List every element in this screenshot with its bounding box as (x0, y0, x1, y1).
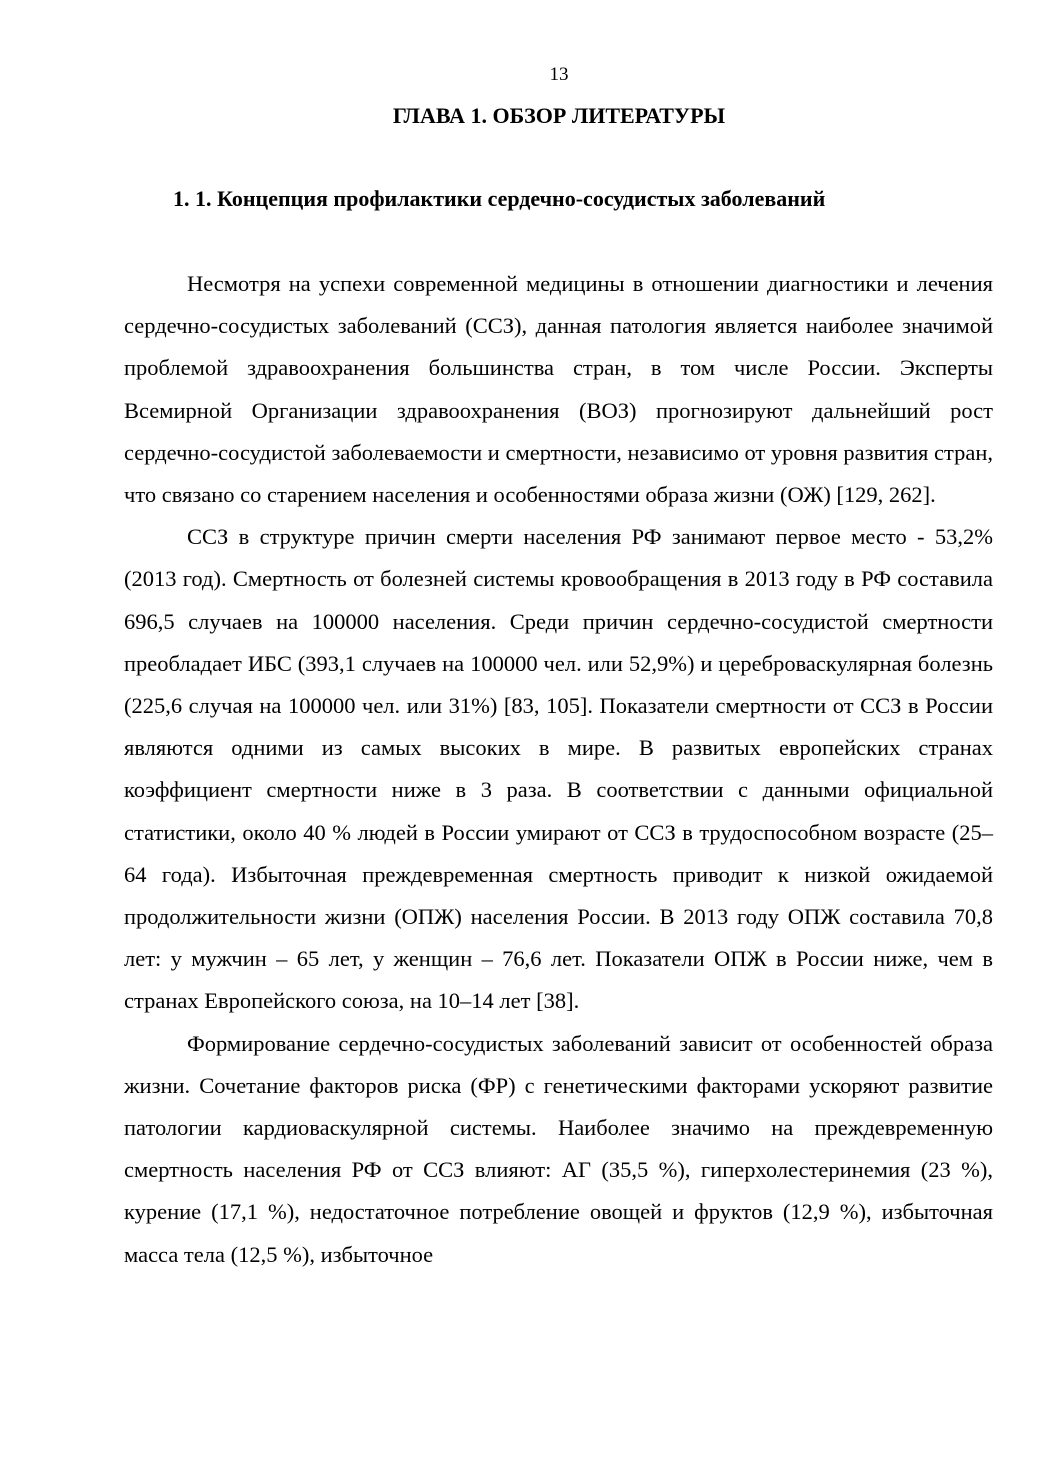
paragraph: Несмотря на успехи современной медицины в отношении диагностики и лечения сердечно-сосудистых заболеваний (ССЗ), данная патология является наиболее значимой проблемой здравоохранения большинства стран, в том числе России. Эксперты Всемирной Организации здравоохранения (ВОЗ) прогнозируют дальнейший рост сердечно-сосудистой заболеваемости и смертности, независимо от уровня развития стран, что связано со старением населения и особенностями образа жизни (ОЖ) [129, 262]. (124, 271, 993, 508)
section-title: 1. 1. Концепция профилактики сердечно-сосудистых заболеваний (173, 186, 826, 211)
body-text (124, 263, 993, 1276)
page-number: 13 (549, 64, 569, 85)
chapter-title: ГЛАВА 1. ОБЗОР ЛИТЕРАТУРЫ (392, 103, 726, 128)
paragraph: Формирование сердечно-сосудистых заболеваний зависит от особенностей образа жизни. Сочетание факторов риска (ФР) с генетическими факторами ускоряют развитие патологии кардиоваскулярной системы. Наиболее значимо на преждевременную смертность населения РФ от ССЗ влияют: АГ (35,5 %), гиперхолестеринемия (23 %), курение (17,1 %), недостаточное потребление овощей и фруктов (12,9 %), избыточная масса тела (12,5 %), избыточное (124, 1030, 993, 1267)
paragraph: ССЗ в структуре причин смерти населения РФ занимают первое место - 53,2% (2013 год). Смертность от болезней системы кровообращения в 2013 году в РФ составила 696,5 случаев на 100000 населения. Среди причин сердечно-сосудистой смертности преобладает ИБС (393,1 случаев на 100000 чел. или 52,9%) и цереброваскулярная болезнь (225,6 случая на 100000 чел. или 31%) [83, 105]. Показатели смертности от ССЗ в России являются одними из самых высоких в мире. В развитых европейских странах коэффициент смертности ниже в 3 раза. В соответствии с данными официальной статистики, около 40 % людей в России умирают от ССЗ в трудоспособном возрасте (25–64 года). Избыточная преждевременная смертность приводит к низкой ожидаемой продолжительности жизни (ОПЖ) населения России. В 2013 году ОПЖ составила 70,8 лет: у мужчин – 65 лет, у женщин – 76,6 лет. Показатели ОПЖ в России ниже, чем в странах Европейского союза, на 10–14 лет [38]. (124, 524, 993, 1014)
